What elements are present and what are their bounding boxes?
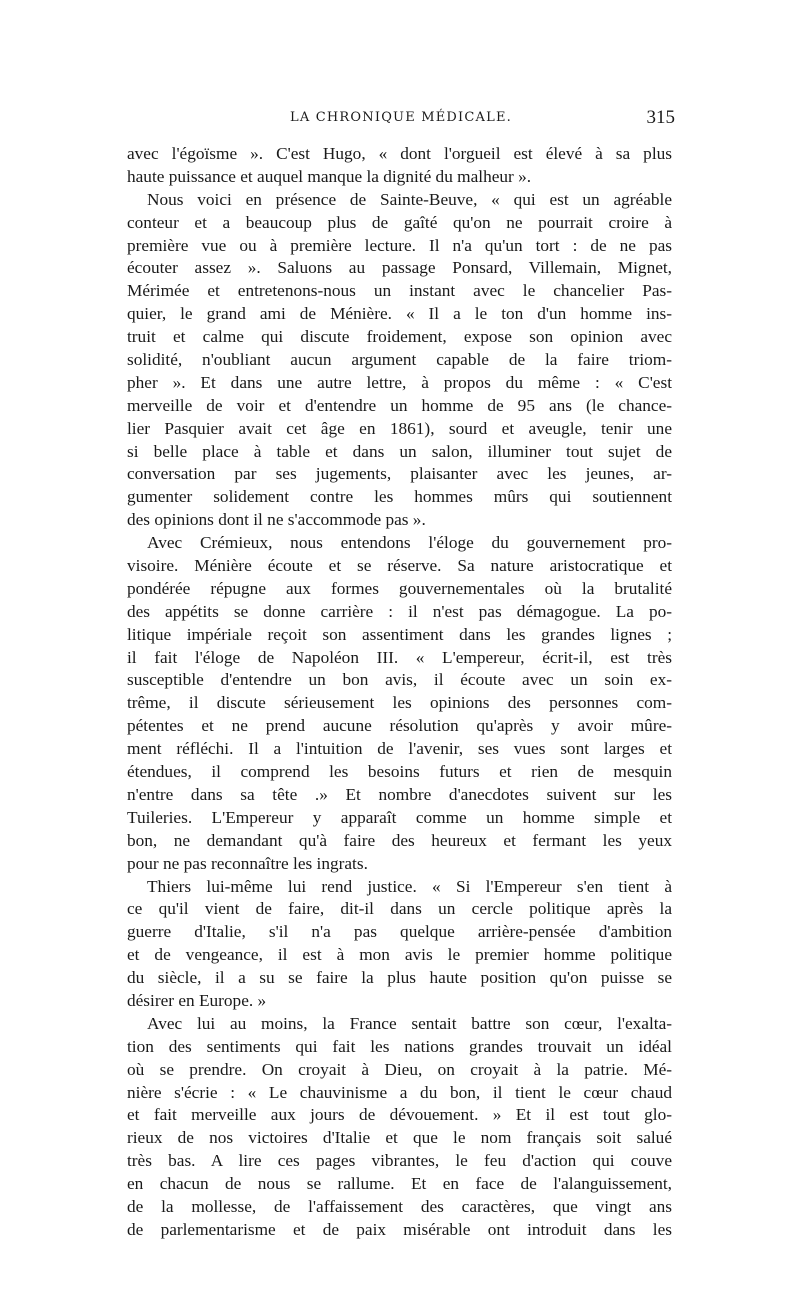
running-title: LA CHRONIQUE MÉDICALE. <box>290 110 512 125</box>
text-line: pondérée répugne aux formes gouvernementales où la brutalité <box>127 578 672 598</box>
text-line: si belle place à table et dans un salon, illuminer tout sujet de <box>127 441 672 461</box>
text-line: guerre d'Italie, s'il n'a pas quelque arrière-pensée d'ambition <box>127 922 672 942</box>
text-line: pour ne pas reconnaître les ingrats. <box>127 853 368 873</box>
text-line: en chacun de nous se rallume. Et en face de l'alanguissement, <box>127 1174 672 1194</box>
text-line: Thiers lui-même lui rend justice. « Si l'Empereur s'en tient à <box>147 876 672 896</box>
text-line: première vue ou à première lecture. Il n'a qu'un tort : de ne pas <box>127 235 672 255</box>
text-line: Tuileries. L'Empereur y apparaît comme un homme simple et <box>127 807 672 827</box>
text-line: il fait l'éloge de Napoléon III. « L'empereur, écrit-il, est très <box>127 647 672 667</box>
body-text <box>127 143 672 1242</box>
text-line: solidité, n'oubliant aucun argument capable de la faire triom- <box>127 350 672 370</box>
text-line: du siècle, il a su se faire la plus haute position qu'on puisse se <box>127 968 672 988</box>
text-line: susceptible d'entendre un bon avis, il écoute avec un soin ex- <box>127 670 672 690</box>
text-line: avec l'égoïsme ». C'est Hugo, « dont l'orgueil est élevé à sa plus <box>127 144 672 163</box>
text-line: bon, ne demandant qu'à faire des heureux et fermant les yeux <box>127 830 672 850</box>
text-line: haute puissance et auquel manque la dignité du malheur ». <box>127 166 532 186</box>
text-line: Avec lui au moins, la France sentait battre son cœur, l'exalta- <box>147 1013 672 1033</box>
page-number: 315 <box>646 107 675 128</box>
text-line: tion des sentiments qui fait les nations grandes trouvait un idéal <box>127 1036 672 1056</box>
text-line: et de vengeance, il est à mon avis le premier homme politique <box>127 945 672 965</box>
text-line: lier Pasquier avait cet âge en 1861), sourd et aveugle, tenir une <box>127 418 672 438</box>
text-line: Avec Crémieux, nous entendons l'éloge du gouvernement pro- <box>147 533 672 553</box>
text-line: rieux de nos victoires d'Italie et que le nom français soit salué <box>127 1128 672 1148</box>
text-line: de la mollesse, de l'affaissement des caractères, que vingt ans <box>127 1196 672 1216</box>
text-line: et fait merveille aux jours de dévouement. » Et il est tout glo- <box>127 1105 672 1125</box>
text-line: nière s'écrie : « Le chauvinisme a du bon, il tient le cœur chaud <box>127 1082 672 1102</box>
text-line: ment réfléchi. Il a l'intuition de l'avenir, ses vues sont larges et <box>127 739 672 759</box>
text-line: litique impériale reçoit son assentiment dans les grandes lignes ; <box>127 624 672 644</box>
text-line: gumenter solidement contre les hommes mûrs qui soutiennent <box>127 487 672 507</box>
running-head <box>127 107 675 131</box>
text-line: conversation par ses jugements, plaisanter avec les jeunes, ar- <box>127 464 672 484</box>
text-line: où se prendre. On croyait à Dieu, on croyait à la patrie. Mé- <box>127 1059 672 1079</box>
text-line: très bas. A lire ces pages vibrantes, le feu d'action qui couve <box>127 1151 672 1171</box>
text-line: truit et calme qui discute froidement, expose son opinion avec <box>127 327 672 347</box>
text-line: trême, il discute sérieusement les opinions des personnes com- <box>127 693 672 713</box>
text-line: Mérimée et entretenons-nous un instant avec le chancelier Pas- <box>127 281 672 301</box>
text-line: de parlementarisme et de paix misérable ont introduit dans les <box>127 1219 672 1239</box>
text-line: quier, le grand ami de Ménière. « Il a le ton d'un homme ins- <box>127 304 672 324</box>
text-line: écouter assez ». Saluons au passage Ponsard, Villemain, Mignet, <box>127 258 672 278</box>
text-line: pher ». Et dans une autre lettre, à propos du même : « C'est <box>127 372 672 392</box>
text-line: visoire. Ménière écoute et se réserve. Sa nature aristocratique et <box>127 556 672 576</box>
text-line: merveille de voir et d'entendre un homme de 95 ans (le chance- <box>127 395 672 415</box>
text-line: pétentes et ne prend aucune résolution qu'après y avoir mûre- <box>127 716 672 736</box>
text-line: ce qu'il vient de faire, dit-il dans un cercle politique après la <box>127 899 672 919</box>
text-line: des appétits se donne carrière : il n'est pas démagogue. La po- <box>127 601 672 621</box>
text-line: des opinions dont il ne s'accommode pas ». <box>127 510 426 530</box>
text-line: n'entre dans sa tête .» Et nombre d'anecdotes suivent sur les <box>127 784 672 804</box>
text-line: conteur et a beaucoup plus de gaîté qu'on ne pourrait croire à <box>127 212 672 232</box>
text-line: Nous voici en présence de Sainte-Beuve, « qui est un agréable <box>147 189 672 209</box>
text-line: étendues, il comprend les besoins futurs et rien de mesquin <box>127 762 672 782</box>
text-line: désirer en Europe. » <box>127 990 267 1010</box>
